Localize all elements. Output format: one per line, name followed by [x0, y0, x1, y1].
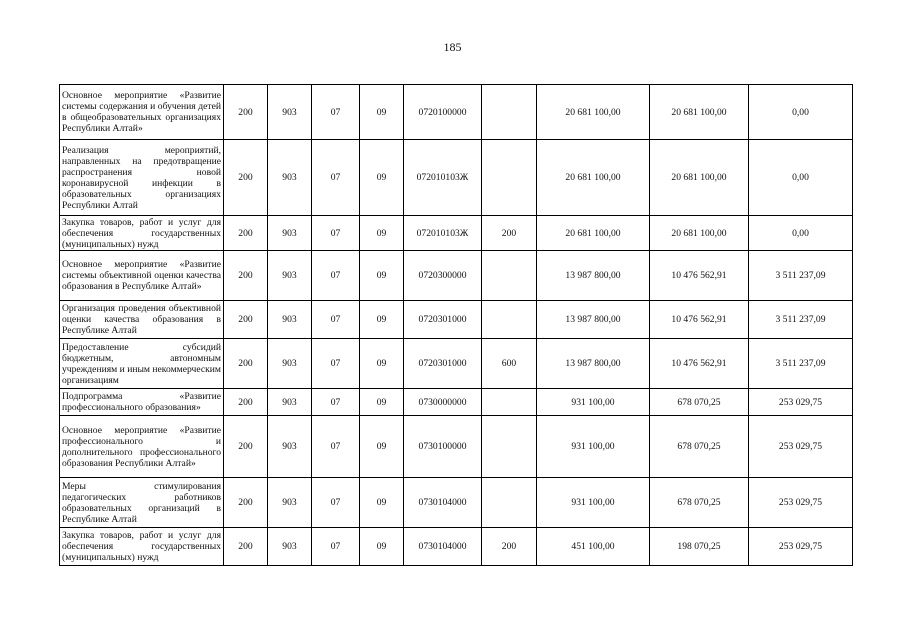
table-row: [60, 339, 853, 389]
target-code: 0730100000: [404, 416, 482, 478]
section-code: 07: [312, 339, 360, 389]
section-code: 07: [312, 389, 360, 416]
ministry-code: 903: [268, 416, 312, 478]
remainder-amount: 3 511 237,09: [749, 251, 853, 301]
expense-type-code: 200: [482, 216, 537, 251]
section-code: 07: [312, 416, 360, 478]
subsection-code: 09: [360, 339, 404, 389]
expense-type-code: [482, 140, 537, 216]
ministry-code: 903: [268, 528, 312, 566]
ministry-code: 903: [268, 140, 312, 216]
actual-amount: 678 070,25: [650, 478, 749, 528]
admin-code: 200: [224, 140, 268, 216]
actual-amount: 10 476 562,91: [650, 301, 749, 339]
plan-amount: 20 681 100,00: [537, 140, 650, 216]
admin-code: 200: [224, 85, 268, 140]
plan-amount: 20 681 100,00: [537, 85, 650, 140]
subsection-code: 09: [360, 478, 404, 528]
admin-code: 200: [224, 389, 268, 416]
actual-amount: 20 681 100,00: [650, 85, 749, 140]
expense-type-code: [482, 416, 537, 478]
actual-amount: 10 476 562,91: [650, 339, 749, 389]
admin-code: 200: [224, 478, 268, 528]
remainder-amount: 253 029,75: [749, 528, 853, 566]
subsection-code: 09: [360, 301, 404, 339]
plan-amount: 451 100,00: [537, 528, 650, 566]
section-code: 07: [312, 216, 360, 251]
actual-amount: 20 681 100,00: [650, 216, 749, 251]
plan-amount: 931 100,00: [537, 416, 650, 478]
target-code: 0720301000: [404, 301, 482, 339]
ministry-code: 903: [268, 389, 312, 416]
remainder-amount: 253 029,75: [749, 389, 853, 416]
target-code: 0720301000: [404, 339, 482, 389]
plan-amount: 13 987 800,00: [537, 301, 650, 339]
page-number: 185: [443, 40, 462, 54]
target-code: 0730104000: [404, 478, 482, 528]
row-name: Организация проведения объективной оценки качества образования в Республике Алтай: [60, 301, 224, 339]
section-code: 07: [312, 528, 360, 566]
expense-type-code: 200: [482, 528, 537, 566]
target-code: 072010103Ж: [404, 140, 482, 216]
actual-amount: 198 070,25: [650, 528, 749, 566]
row-name: Основное мероприятие «Развитие профессионального и дополнительного профессионального образования Республики Алтай»: [60, 416, 224, 478]
ministry-code: 903: [268, 301, 312, 339]
admin-code: 200: [224, 528, 268, 566]
target-code: 0730000000: [404, 389, 482, 416]
expense-type-code: [482, 389, 537, 416]
subsection-code: 09: [360, 140, 404, 216]
target-code: 0720300000: [404, 251, 482, 301]
ministry-code: 903: [268, 216, 312, 251]
section-code: 07: [312, 140, 360, 216]
subsection-code: 09: [360, 416, 404, 478]
table-row: [60, 251, 853, 301]
expense-type-code: [482, 478, 537, 528]
table-row: [60, 478, 853, 528]
plan-amount: 13 987 800,00: [537, 339, 650, 389]
actual-amount: 678 070,25: [650, 389, 749, 416]
table-row: [60, 85, 853, 140]
admin-code: 200: [224, 339, 268, 389]
target-code: 072010103Ж: [404, 216, 482, 251]
target-code: 0730104000: [404, 528, 482, 566]
remainder-amount: 0,00: [749, 216, 853, 251]
table-row: [60, 301, 853, 339]
expense-type-code: [482, 251, 537, 301]
subsection-code: 09: [360, 251, 404, 301]
row-name: Предоставление субсидий бюджетным, автономным учреждениям и иным некоммерческим организациям: [60, 339, 224, 389]
section-code: 07: [312, 251, 360, 301]
plan-amount: 931 100,00: [537, 389, 650, 416]
row-name: Реализация мероприятий, направленных на предотвращение распространения новой коронавирусной инфекции в образовательных организациях Республики Алтай: [60, 140, 224, 216]
section-code: 07: [312, 85, 360, 140]
ministry-code: 903: [268, 339, 312, 389]
admin-code: 200: [224, 416, 268, 478]
remainder-amount: 0,00: [749, 140, 853, 216]
ministry-code: 903: [268, 85, 312, 140]
section-code: 07: [312, 301, 360, 339]
expense-type-code: [482, 301, 537, 339]
table-row: [60, 416, 853, 478]
row-name: Меры стимулирования педагогических работников образовательных организаций в Республике Алтай: [60, 478, 224, 528]
subsection-code: 09: [360, 528, 404, 566]
actual-amount: 10 476 562,91: [650, 251, 749, 301]
ministry-code: 903: [268, 251, 312, 301]
plan-amount: 13 987 800,00: [537, 251, 650, 301]
target-code: 0720100000: [404, 85, 482, 140]
admin-code: 200: [224, 216, 268, 251]
expense-type-code: 600: [482, 339, 537, 389]
ministry-code: 903: [268, 478, 312, 528]
budget-table: [59, 84, 853, 566]
actual-amount: 678 070,25: [650, 416, 749, 478]
table-row: [60, 140, 853, 216]
subsection-code: 09: [360, 85, 404, 140]
remainder-amount: 253 029,75: [749, 478, 853, 528]
actual-amount: 20 681 100,00: [650, 140, 749, 216]
subsection-code: 09: [360, 389, 404, 416]
expense-type-code: [482, 85, 537, 140]
remainder-amount: 0,00: [749, 85, 853, 140]
plan-amount: 931 100,00: [537, 478, 650, 528]
table-body: [60, 85, 853, 566]
row-name: Подпрограмма «Развитие профессионального образования»: [60, 389, 224, 416]
table-row: [60, 389, 853, 416]
row-name: Основное мероприятие «Развитие системы содержания и обучения детей в общеобразовательных организациях Республики Алтай»: [60, 85, 224, 140]
subsection-code: 09: [360, 216, 404, 251]
section-code: 07: [312, 478, 360, 528]
remainder-amount: 3 511 237,09: [749, 339, 853, 389]
admin-code: 200: [224, 301, 268, 339]
remainder-amount: 253 029,75: [749, 416, 853, 478]
admin-code: 200: [224, 251, 268, 301]
row-name: Основное мероприятие «Развитие системы объективной оценки качества образования в Республике Алтай»: [60, 251, 224, 301]
plan-amount: 20 681 100,00: [537, 216, 650, 251]
row-name: Закупка товаров, работ и услуг для обеспечения государственных (муниципальных) нужд: [60, 528, 224, 566]
table-row: [60, 216, 853, 251]
row-name: Закупка товаров, работ и услуг для обеспечения государственных (муниципальных) нужд: [60, 216, 224, 251]
table-row: [60, 528, 853, 566]
remainder-amount: 3 511 237,09: [749, 301, 853, 339]
